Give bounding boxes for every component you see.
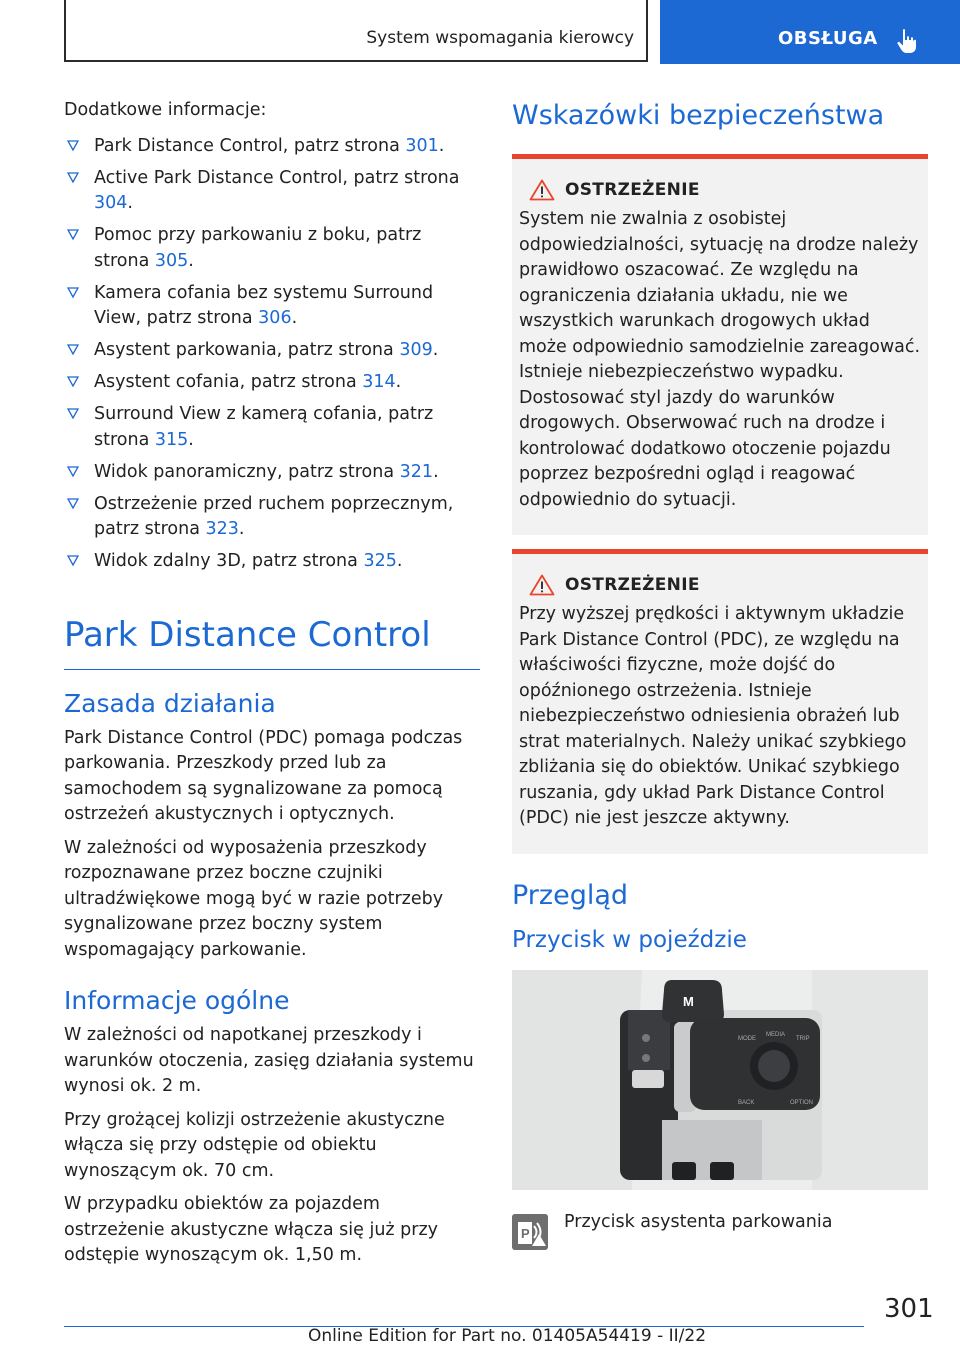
triangle-bullet-icon [67, 408, 79, 420]
info-paragraph-1: W zależności od napotkanej przeszkody i warunków otoczenia, zasięg działania systemu wynosi ok. 2 m. [64, 1025, 474, 1096]
cross-reference-text: Ostrzeżenie przed ruchem poprzecznym, patrz strona [94, 493, 454, 539]
page-link[interactable]: 323 [205, 519, 239, 539]
warning-label: OSTRZEŻENIE [565, 575, 700, 595]
cross-reference-text: Asystent cofania, patrz strona [94, 372, 363, 392]
triangle-bullet-icon [67, 287, 79, 299]
m-logo-mark: M [683, 993, 694, 1009]
subheading-zasada: Zasada działania [64, 688, 276, 718]
cross-reference-text: Widok panoramiczny, patrz strona [94, 461, 400, 482]
cross-reference-item [64, 223, 480, 274]
punctuation: . [238, 519, 245, 539]
button-caption: Przycisk asystenta parkowania [564, 1211, 833, 1232]
triangle-bullet-icon [67, 466, 79, 478]
subheading-informacje: Informacje ogólne [64, 986, 290, 1015]
intro-text: Dodatkowe informacje: [64, 100, 267, 120]
cross-reference-text: Park Distance Control, patrz strona [94, 135, 406, 156]
svg-text:P: P [521, 1225, 530, 1241]
cross-reference-item [64, 338, 480, 364]
triangle-bullet-icon [67, 498, 79, 510]
page-link[interactable]: 315 [154, 429, 189, 450]
left-column [64, 98, 480, 1269]
punctuation: . [433, 461, 439, 482]
parking-assist-button-icon [512, 1214, 548, 1250]
cross-reference-item [64, 281, 480, 332]
warning-label: OSTRZEŻENIE [565, 180, 700, 200]
warning-text: Przy wyższej prędkości i aktywnym układzie Park Distance Control (PDC), ze względu na właściwości fizyczne, może dojść do opóźnionego ostrzeżenia. Istnieje niebezpieczeństwo odniesienia obrażeń lub strat materialnych. Należy unikać szybkiego zbliżania się do obiektów. Unikać szybkiego ruszania, gdy układ Park Distance Control (PDC) nie jest jeszcze aktywny. [519, 604, 907, 828]
page-link[interactable]: 321 [399, 461, 434, 482]
page-link[interactable]: 314 [362, 372, 396, 392]
cross-reference-item [64, 370, 480, 396]
punctuation: . [432, 340, 439, 360]
right-column [512, 98, 928, 1250]
section-heading-park-distance-control: Park Distance Control [64, 615, 480, 670]
console-label-option: OPTION [790, 1099, 814, 1106]
page-link[interactable]: 304 [94, 193, 128, 213]
center-console-photo [512, 970, 928, 1190]
triangle-bullet-icon [67, 344, 79, 356]
center-console-illustration [512, 970, 928, 1190]
zasada-paragraph-2: W zależności od wyposażenia przeszkody rozpoznawane przez boczne czujniki ultradźwiękowe mogą być w razie potrzeby sygnalizowane przez boczny system wspomagający parkowanie. [64, 837, 444, 960]
section-title: System wspomagania kierowcy [366, 28, 634, 48]
cross-reference-item [64, 549, 480, 575]
punctuation: . [188, 429, 194, 450]
console-label-trip: TRIP [796, 1035, 810, 1042]
warning-triangle-icon [529, 574, 555, 596]
console-label-media: MEDIA [766, 1031, 786, 1038]
cross-reference-text: Surround View z kamerą cofania, patrz strona [94, 404, 434, 450]
punctuation: . [291, 308, 298, 328]
triangle-bullet-icon [67, 376, 79, 388]
warning-box-2 [512, 549, 928, 854]
triangle-bullet-icon [67, 555, 79, 567]
park-assist-legend [512, 1210, 928, 1250]
button-heading: Przycisk w pojeździe [512, 926, 747, 953]
cross-reference-text: Asystent parkowania, patrz strona [94, 340, 400, 360]
info-paragraph-2: Przy grożącej kolizji ostrzeżenie akustyczne włącza się przy odstępie od obiektu wynoszącym ok. 70 cm. [64, 1109, 445, 1181]
footer-edition: Online Edition for Part no. 01405A54419 - II/22 [308, 1326, 707, 1346]
page-link[interactable]: 306 [258, 308, 292, 328]
cross-reference-text: Pomoc przy parkowaniu z boku, patrz strona [94, 225, 422, 271]
overview-heading: Przegląd [512, 879, 629, 911]
warning-text: System nie zwalnia z osobistej odpowiedzialności, sytuację na drodze należy prawidłowo oszacować. Ze względu na ograniczenia działania układu, nie we wszystkich warunkach drogowych układ może odpowiednio samodzielnie zareagować. Istnieje niebezpieczeństwo wypadku. Dostosować styl jazdy do warunków drogowych. Obserwować ruch na drodze i kontrolować dodatkowo otoczenie pojazdu poprzez bezpośredni ogląd i reagować odpowiednio do sytuacji. [519, 209, 921, 510]
punctuation: . [127, 193, 133, 213]
console-label-back: BACK [738, 1099, 755, 1106]
triangle-bullet-icon [67, 172, 79, 184]
page-number: 301 [884, 1294, 934, 1324]
safety-heading: Wskazówki bezpieczeństwa [512, 100, 885, 131]
tab-label: OBSŁUGA [778, 28, 878, 49]
header-section-box [64, 0, 648, 62]
punctuation: . [395, 372, 402, 392]
page-link[interactable]: 309 [399, 340, 433, 360]
punctuation: . [396, 551, 403, 571]
page-link[interactable]: 325 [363, 551, 397, 571]
zasada-paragraph-1: Park Distance Control (PDC) pomaga podczas parkowania. Przeszkody przed lub za samochodem są sygnalizowane za pomocą ostrzeżeń akustycznych i optycznych. [64, 727, 463, 824]
triangle-bullet-icon [67, 140, 79, 152]
page-link[interactable]: 305 [154, 250, 189, 271]
warning-triangle-icon [529, 179, 555, 201]
cross-reference-list [64, 134, 480, 575]
cross-reference-text: Active Park Distance Control, patrz strona [94, 167, 460, 188]
cross-reference-text: Kamera cofania bez systemu Surround View, patrz strona [94, 282, 434, 328]
console-label-mode: MODE [738, 1035, 756, 1042]
info-paragraph-3: W przypadku obiektów za pojazdem ostrzeżenie akustyczne włącza się już przy odstępie wynoszącym ok. 1,50 m. [64, 1194, 439, 1265]
page-link[interactable]: 301 [405, 135, 439, 156]
header-tab[interactable] [660, 0, 960, 64]
cross-reference-item [64, 166, 480, 217]
triangle-bullet-icon [67, 229, 79, 241]
cross-reference-item [64, 492, 480, 543]
warning-box-1 [512, 154, 928, 535]
hand-pointer-icon [896, 28, 918, 54]
punctuation: . [438, 135, 445, 156]
punctuation: . [188, 250, 194, 271]
cross-reference-text: Widok zdalny 3D, patrz strona [94, 551, 364, 571]
cross-reference-item [64, 402, 480, 453]
cross-reference-item [64, 460, 480, 486]
cross-reference-item [64, 134, 480, 160]
